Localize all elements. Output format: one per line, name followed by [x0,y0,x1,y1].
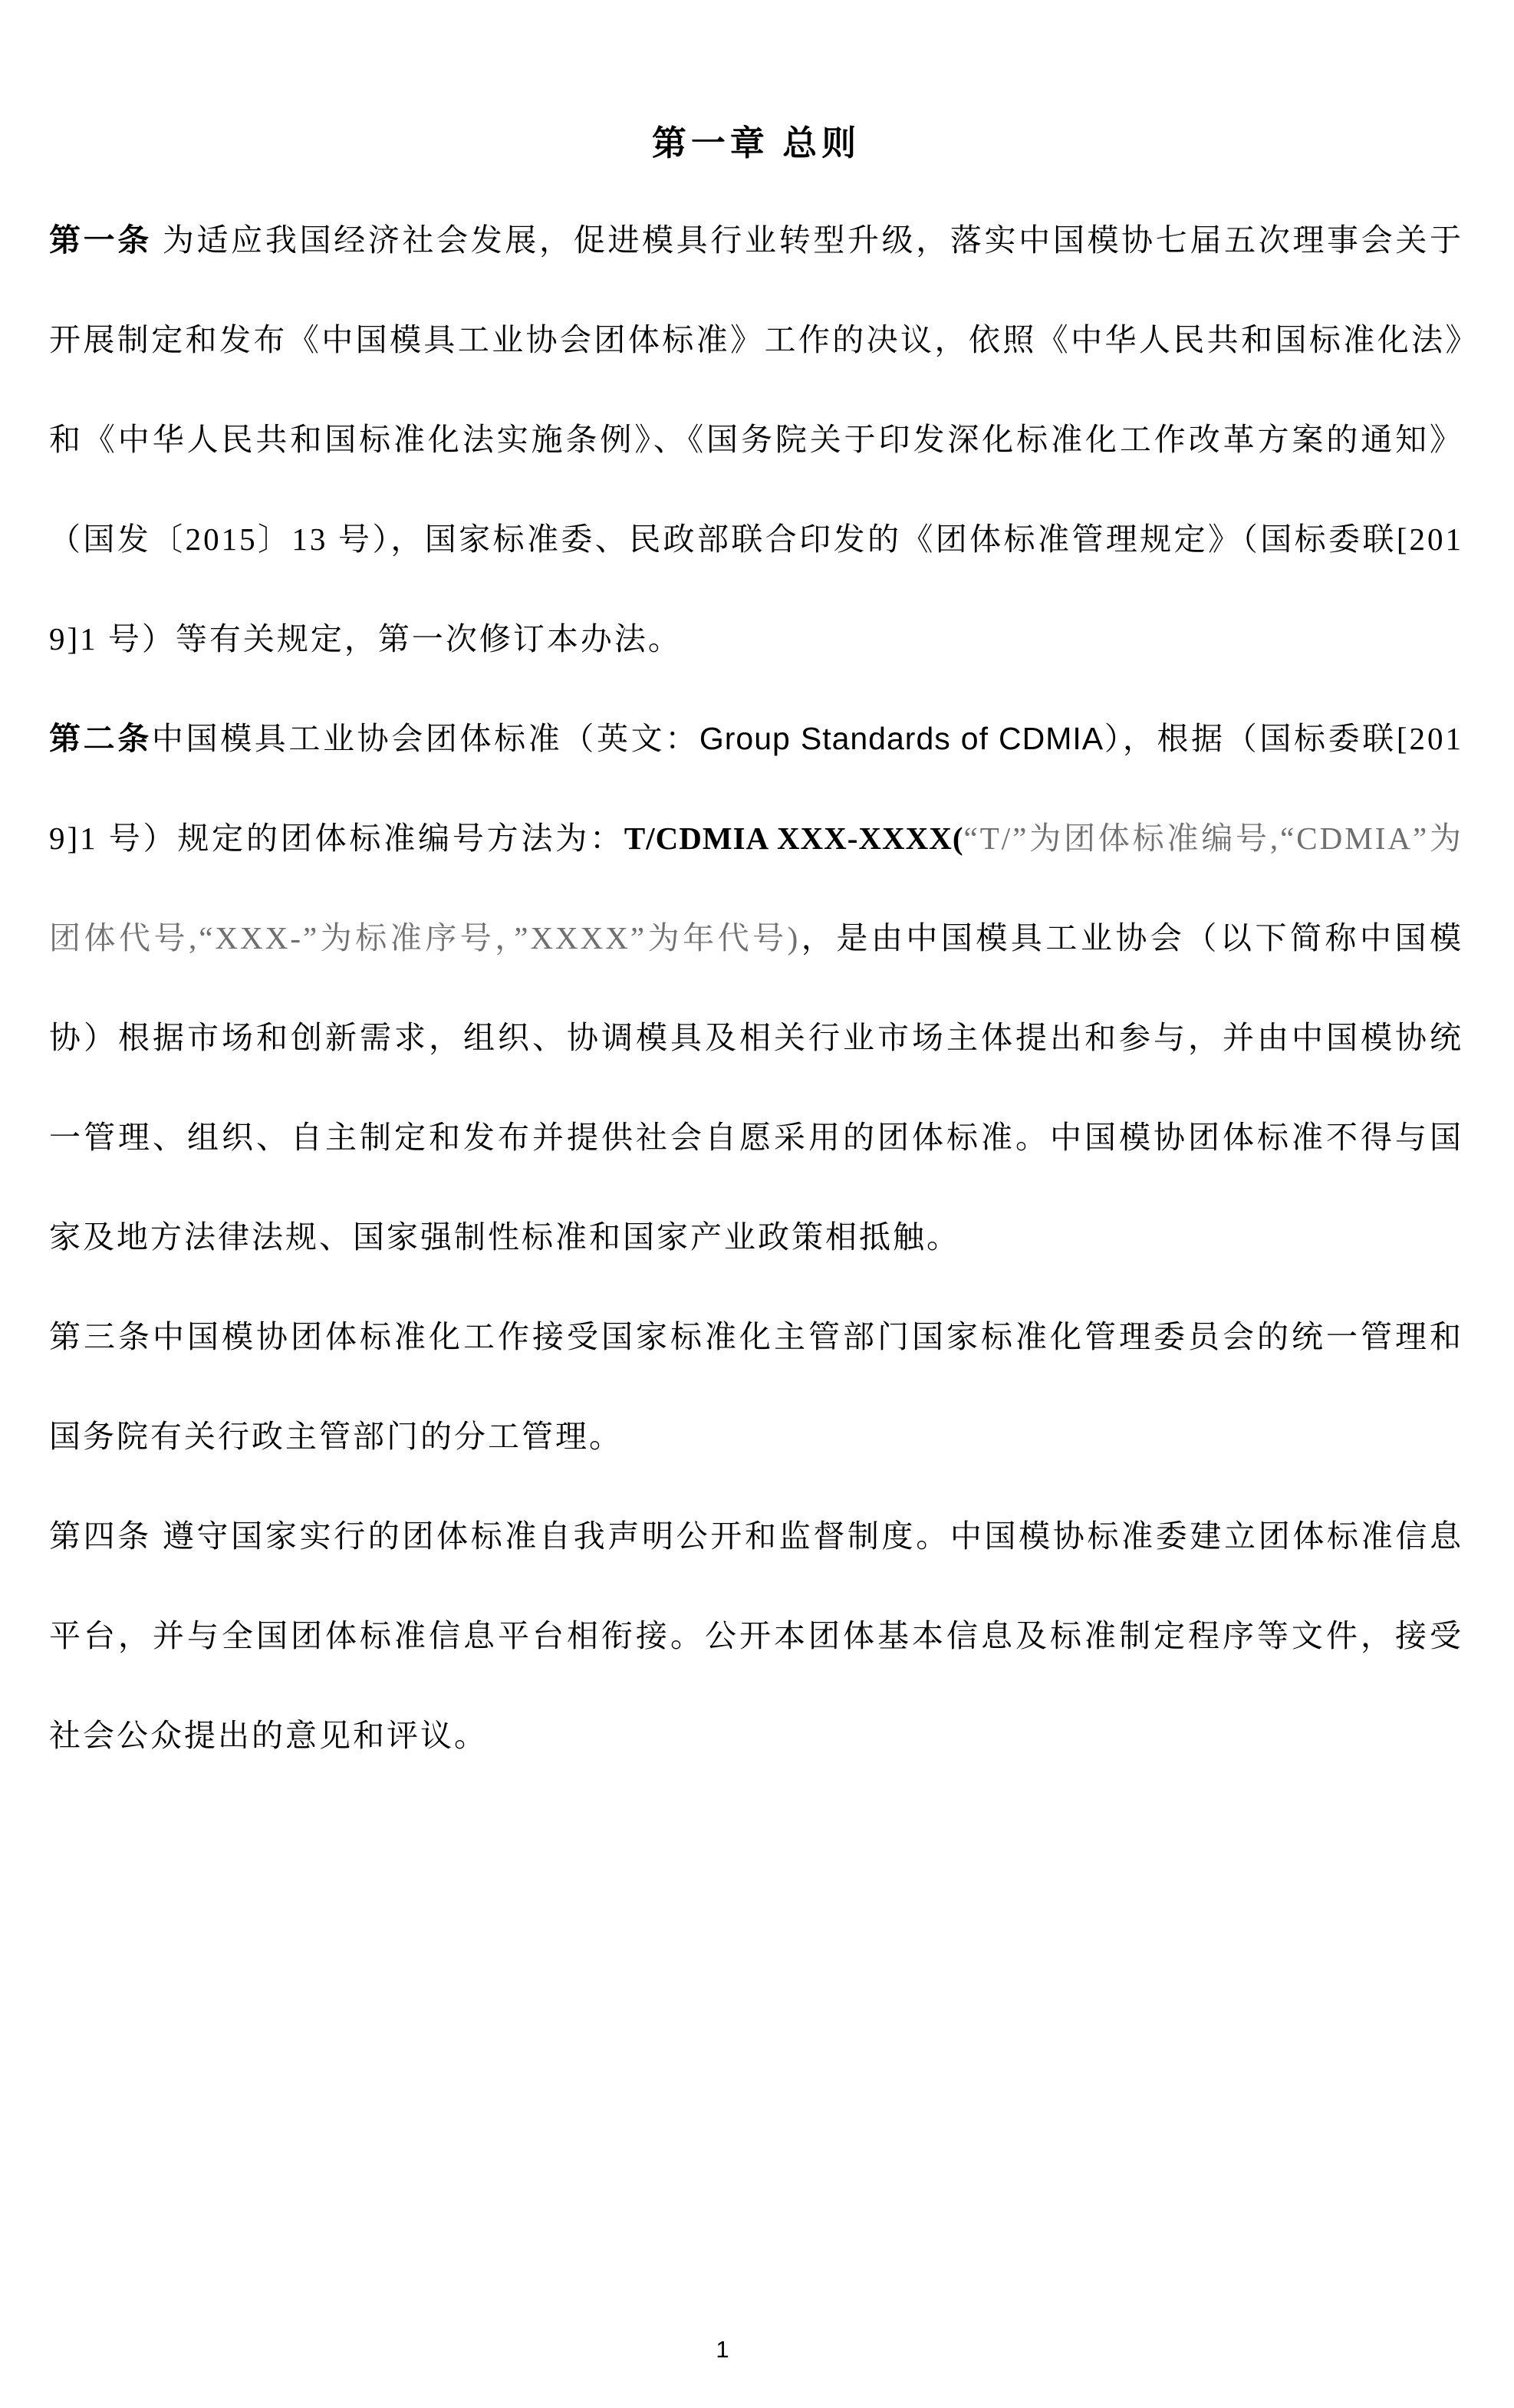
article-4-text: 第四条 遵守国家实行的团体标准自我声明公开和监督制度。中国模协标准委建立团体标准信息平台，并与全国团体标准信息平台相衔接。公开本团体基本信息及标准制定程序等文件，接受社会公众提出的意见和评议。 [49,1518,1463,1753]
chapter-title: 第一章 总则 [651,124,861,163]
page-number: 1 [716,2336,729,2363]
paragraph-article-3 [49,1287,1463,1486]
paragraph-article-4 [49,1486,1463,1785]
article-2-number: 第二条 [49,721,152,756]
document-body [49,190,1463,1785]
paragraph-article-2 [49,689,1463,1287]
article-2-english-name: Group Standards of CDMIA [699,721,1104,756]
article-1-number: 第一条 [49,222,152,258]
article-2-standard-code: T/CDMIA XXX-XXXX( [624,821,964,856]
article-2-code-explanation: “T/”为团体标准编号,“CDMIA”为团体代号,“XXX-”为标准序号，”XXXX”为年代号) [49,821,1463,956]
article-2-text-lead: 中国模具工业协会团体标准（英文： [151,721,699,756]
paragraph-article-1 [49,190,1463,689]
article-2-text-mid: ），根据（国标委联[2019]1 号）规定的团体标准编号方法为： [49,721,1463,856]
article-2-text-tail: ，是由中国模具工业协会（以下简称中国模协）根据市场和创新需求，组织、协调模具及相关行业市场主体提出和参与，并由中国模协统一管理、组织、自主制定和发布并提供社会自愿采用的团体标准。中国模协团体标准不得与国家及地方法律法规、国家强制性标准和国家产业政策相抵触。 [49,920,1464,1255]
page-footer [0,2336,1514,2364]
article-1-text: 为适应我国经济社会发展，促进模具行业转型升级，落实中国模协七届五次理事会关于开展制定和发布《中国模具工业协会团体标准》工作的决议，依照《中华人民共和国标准化法》和《中华人民共和国标准化法实施条例》、《国务院关于印发深化标准化工作改革方案的通知》（国发〔2015〕13 号），国家标准委、民政部联合印发的《团体标准管理规定》（国标委联[2019]1 号）等有关规定，第一次修订本办法。 [49,222,1464,656]
article-3-text: 第三条中国模协团体标准化工作接受国家标准化主管部门国家标准化管理委员会的统一管理和国务院有关行政主管部门的分工管理。 [49,1319,1463,1454]
